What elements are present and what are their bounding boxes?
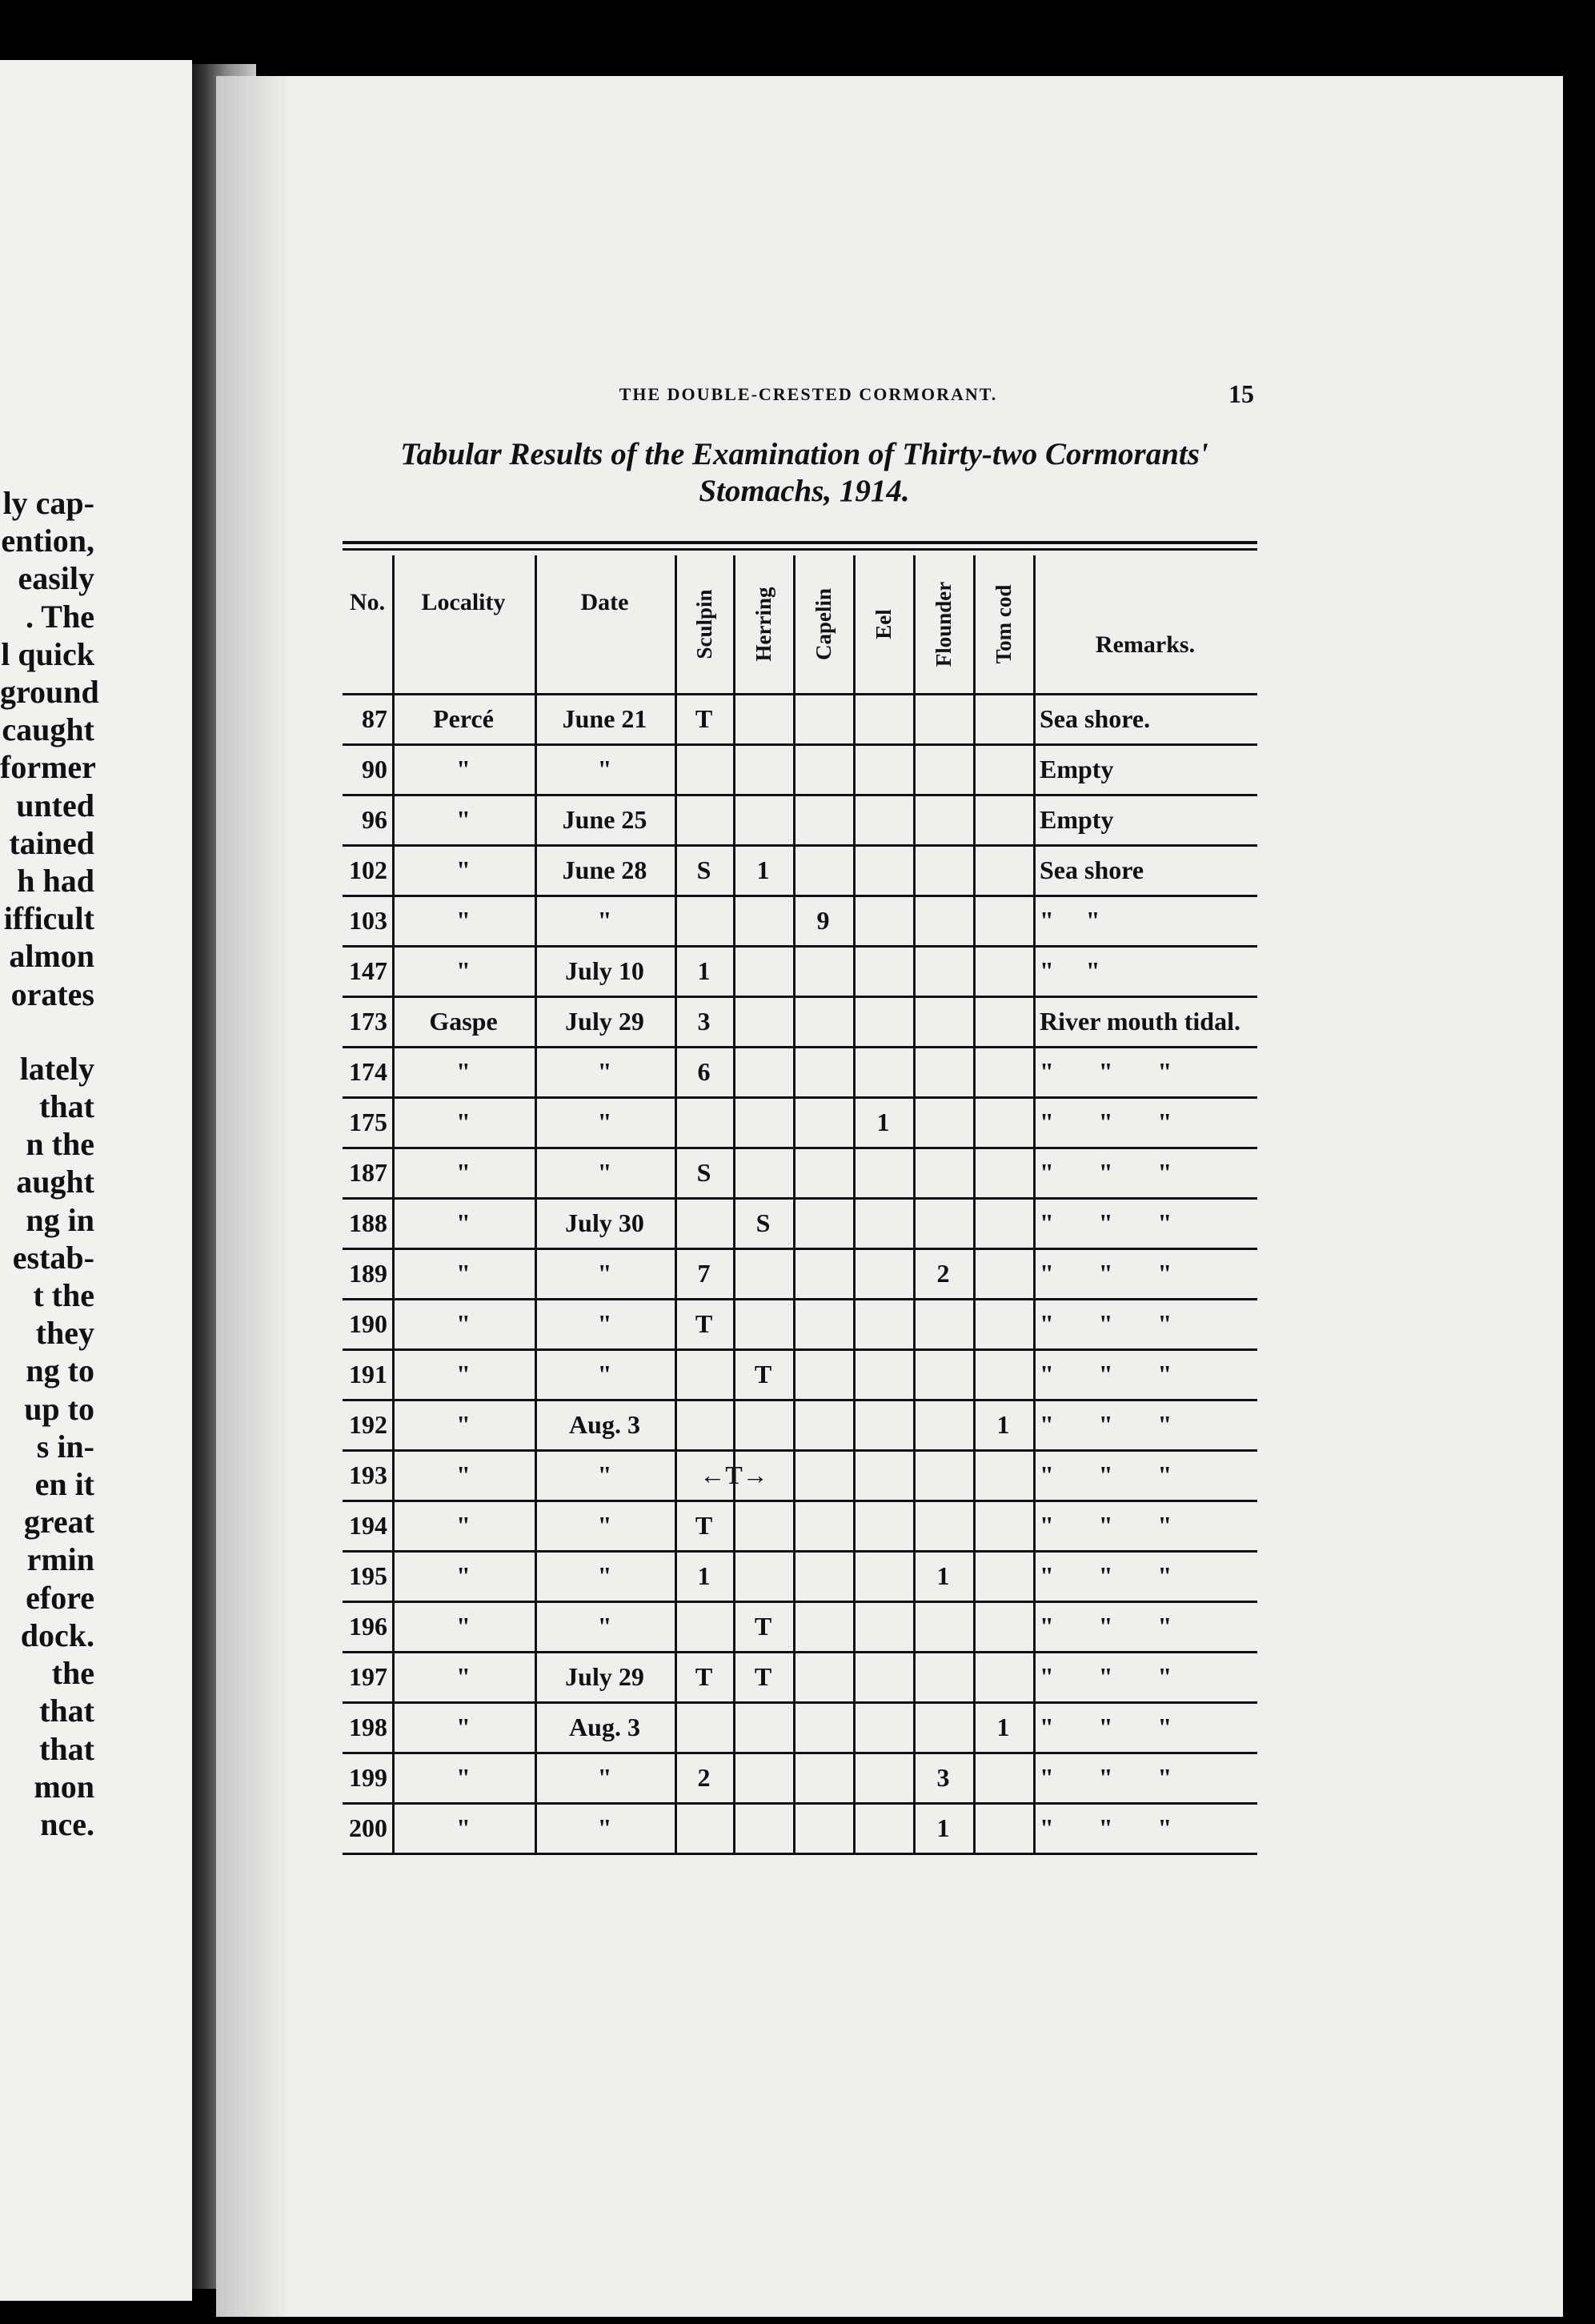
cell-no: 87 — [362, 704, 387, 733]
cell-remarks: " " " — [1040, 1511, 1172, 1540]
row-rule — [343, 1147, 1257, 1149]
cell-no: 190 — [349, 1309, 387, 1338]
left-page-line: ifficult — [3, 900, 94, 937]
cell-sculpin: T — [695, 1511, 713, 1540]
cell-locality: Percé — [433, 704, 494, 733]
cell-remarks: " " " — [1040, 1309, 1172, 1338]
left-page-line: former — [0, 749, 96, 786]
cell-sculpin: 1 — [697, 956, 711, 985]
left-page-line: tained — [9, 824, 94, 861]
cell-date: " — [597, 1612, 612, 1641]
left-page-line: great — [23, 1504, 94, 1541]
cell-date: " — [597, 1108, 612, 1136]
row-rule — [343, 1197, 1257, 1200]
cell-sculpin: 6 — [697, 1057, 711, 1086]
table-caption — [348, 436, 1260, 510]
header-date: Date — [580, 589, 629, 615]
cell-date: " — [597, 1057, 612, 1086]
cell-sculpin: 3 — [697, 1007, 711, 1036]
cell-date: " — [597, 1360, 612, 1388]
cell-locality: " — [456, 1511, 471, 1540]
row-rule — [343, 1348, 1257, 1351]
cell-locality: " — [456, 1713, 471, 1741]
cell-date: July 29 — [565, 1007, 644, 1036]
left-page-line: the — [51, 1655, 94, 1692]
cell-remarks: Empty — [1040, 755, 1114, 783]
row-rule — [343, 1248, 1257, 1250]
row-rule — [343, 996, 1257, 998]
cell-date: " — [597, 755, 612, 783]
left-page-line: ention, — [1, 523, 94, 559]
header-remarks: Remarks. — [1095, 631, 1196, 658]
cell-no: 187 — [349, 1158, 387, 1187]
row-rule — [343, 844, 1257, 847]
cell-no: 188 — [349, 1208, 387, 1237]
left-page-line: orates — [10, 976, 94, 1012]
row-rule — [343, 1601, 1257, 1603]
left-page-line: en it — [34, 1466, 94, 1503]
left-page-line: h had — [17, 863, 94, 900]
cell-sculpin: 2 — [697, 1763, 711, 1792]
cell-locality: " — [456, 1309, 471, 1338]
left-page-text — [0, 484, 99, 1843]
cell-locality: " — [456, 1813, 471, 1842]
header-capelin: Capelin — [811, 587, 836, 661]
cell-remarks: Sea shore — [1040, 855, 1144, 884]
cell-sculpin: T — [695, 1662, 713, 1691]
cell-date: " — [597, 1309, 612, 1338]
cell-date: June 21 — [562, 704, 647, 733]
left-page-line: that — [39, 1730, 94, 1767]
cell-remarks: " " " — [1040, 1108, 1172, 1136]
header-locality: Locality — [421, 589, 506, 615]
header-herring: Herring — [751, 587, 775, 662]
cell-remarks: " " " — [1040, 1662, 1172, 1691]
cell-locality: " — [456, 906, 471, 935]
cell-no: 198 — [349, 1713, 387, 1741]
left-page-line: unted — [16, 787, 94, 823]
cell-tomcod: 1 — [996, 1410, 1010, 1439]
cell-locality: " — [456, 1158, 471, 1187]
cell-sculpin: 1 — [697, 1561, 711, 1590]
cell-remarks: " " " — [1040, 1158, 1172, 1187]
cell-sculpin: S — [696, 1158, 711, 1187]
cell-herring: T — [754, 1360, 772, 1388]
column-rule — [392, 555, 395, 1853]
cell-no: 200 — [349, 1813, 387, 1842]
cell-no: 189 — [349, 1259, 387, 1288]
cell-sculpin: S — [696, 855, 711, 884]
cell-locality: " — [456, 1410, 471, 1439]
cell-no: 90 — [362, 755, 387, 783]
left-page-line: nce. — [40, 1805, 94, 1842]
cell-no: 103 — [349, 906, 387, 935]
row-rule — [343, 1096, 1257, 1099]
left-page-line: efore — [26, 1579, 94, 1616]
cell-remarks: " " — [1040, 956, 1100, 985]
header-sculpin: Sculpin — [691, 589, 716, 659]
cell-locality: " — [456, 1662, 471, 1691]
cell-no: 96 — [362, 805, 387, 834]
cell-date: July 29 — [565, 1662, 644, 1691]
cell-sculpin: T — [695, 704, 713, 733]
row-rule — [343, 1449, 1257, 1452]
cell-locality: " — [456, 755, 471, 783]
left-page-line: t the — [33, 1277, 94, 1314]
page-number: 15 — [1228, 379, 1254, 408]
cell-date: June 25 — [562, 805, 647, 834]
cell-no: 197 — [349, 1662, 387, 1691]
cell-remarks: " " " — [1040, 1763, 1172, 1792]
cell-sculpin: T — [695, 1309, 713, 1338]
column-rule — [793, 555, 795, 1853]
left-page-line: estab- — [12, 1239, 94, 1276]
cell-locality: " — [456, 1561, 471, 1590]
left-page-line: aught — [16, 1164, 94, 1200]
cell-locality: " — [456, 805, 471, 834]
cell-no: 194 — [349, 1511, 387, 1540]
cell-no: 102 — [349, 855, 387, 884]
left-page-line: caught — [2, 711, 94, 748]
header-rule — [343, 693, 1257, 695]
cell-capelin: 9 — [816, 906, 830, 935]
cell-flounder: 1 — [936, 1813, 950, 1842]
cell-date: " — [597, 1511, 612, 1540]
left-page-line: easily — [18, 560, 94, 597]
row-rule — [343, 794, 1257, 796]
cell-no: 191 — [349, 1360, 387, 1388]
left-page-line: ng in — [26, 1201, 94, 1238]
cell-remarks: " " " — [1040, 1612, 1172, 1641]
cell-remarks: River mouth tidal. — [1040, 1007, 1240, 1036]
left-page-line: almon — [9, 938, 94, 975]
cell-remarks: " " " — [1040, 1713, 1172, 1741]
cell-remarks: " " " — [1040, 1461, 1172, 1489]
cell-date: Aug. 3 — [569, 1410, 640, 1439]
cell-date: " — [597, 1763, 612, 1792]
cell-date: " — [597, 1813, 612, 1842]
cell-locality: " — [456, 855, 471, 884]
row-rule — [343, 1651, 1257, 1653]
row-rule — [343, 1701, 1257, 1704]
left-page-line: they — [35, 1315, 94, 1352]
left-page-line: that — [39, 1693, 94, 1729]
row-rule — [343, 1853, 1257, 1855]
header-flounder: Flounder — [931, 581, 956, 667]
cell-remarks: Sea shore. — [1040, 704, 1151, 733]
cell-locality: " — [456, 1057, 471, 1086]
row-rule — [343, 1298, 1257, 1300]
cell-locality: " — [456, 1208, 471, 1237]
row-rule — [343, 945, 1257, 948]
cell-remarks: " " " — [1040, 1208, 1172, 1237]
left-page-line: rmin — [26, 1541, 94, 1578]
cell-no: 147 — [349, 956, 387, 985]
cell-herring: T — [754, 1662, 772, 1691]
row-rule — [343, 1550, 1257, 1553]
cell-date: " — [597, 906, 612, 935]
cell-locality: " — [456, 1612, 471, 1641]
cell-no: 195 — [349, 1561, 387, 1590]
row-rule — [343, 1500, 1257, 1502]
cell-sculpin: 7 — [697, 1259, 711, 1288]
left-page-line: l quick — [1, 635, 94, 672]
column-rule — [675, 555, 677, 1853]
left-page-line: up to — [24, 1390, 94, 1427]
left-page-line: ng to — [26, 1352, 94, 1389]
cell-locality: " — [456, 1461, 471, 1489]
row-rule — [343, 743, 1257, 746]
left-facing-page — [0, 60, 192, 2301]
left-page-line: mon — [34, 1768, 94, 1805]
cell-remarks: " " " — [1040, 1561, 1172, 1590]
cell-herring: 1 — [756, 855, 770, 884]
cell-locality: Gaspe — [429, 1007, 498, 1036]
cell-date: " — [597, 1561, 612, 1590]
cell-no: 192 — [349, 1410, 387, 1439]
cell-locality: " — [456, 1763, 471, 1792]
cell-remarks: " " " — [1040, 1057, 1172, 1086]
header-no: No. — [349, 589, 386, 615]
column-rule — [853, 555, 856, 1853]
cell-locality: " — [456, 956, 471, 985]
cell-flounder: 2 — [936, 1259, 950, 1288]
row-rule — [343, 1399, 1257, 1401]
left-page-line: that — [39, 1088, 94, 1125]
cell-date: July 30 — [565, 1208, 644, 1237]
column-rule — [1033, 555, 1036, 1853]
left-page-line: dock. — [20, 1617, 94, 1653]
cell-date: " — [597, 1158, 612, 1187]
column-rule — [913, 555, 916, 1853]
caption-line-1: Tabular Results of the Examination of Thirty-two Cormorants' — [400, 437, 1208, 471]
cell-date: " — [597, 1461, 612, 1489]
row-rule — [343, 895, 1257, 897]
left-page-line: . The — [26, 598, 94, 635]
cell-remarks: " " " — [1040, 1360, 1172, 1388]
row-rule — [343, 1046, 1257, 1048]
left-page-line: n the — [26, 1126, 94, 1163]
column-rule — [733, 555, 735, 1853]
cell-no: 196 — [349, 1612, 387, 1641]
running-head: THE DOUBLE-CRESTED CORMORANT. — [619, 384, 998, 404]
cell-locality: " — [456, 1259, 471, 1288]
left-page-line: ground — [0, 674, 99, 711]
cell-remarks: Empty — [1040, 805, 1114, 834]
header-tom-cod: Tom cod — [991, 584, 1016, 664]
cell-herring: S — [755, 1208, 771, 1237]
left-page-line: ly cap- — [2, 485, 94, 521]
cell-remarks: " " — [1040, 906, 1100, 935]
left-page-line: s in- — [36, 1428, 94, 1465]
cell-date: " — [597, 1259, 612, 1288]
column-rule — [535, 555, 537, 1853]
left-page-line — [0, 1013, 94, 1050]
page-shadow — [216, 76, 288, 2317]
row-rule — [343, 1752, 1257, 1754]
cell-tomcod: 1 — [996, 1713, 1010, 1741]
cell-no: 173 — [349, 1007, 387, 1036]
cell-no: 193 — [349, 1461, 387, 1489]
header-eel: Eel — [871, 609, 896, 639]
caption-line-2: Stomachs, 1914. — [699, 474, 910, 508]
left-page-line: lately — [19, 1050, 94, 1087]
cell-no: 175 — [349, 1108, 387, 1136]
cell-remarks: " " " — [1040, 1259, 1172, 1288]
cell-locality: " — [456, 1108, 471, 1136]
cell-flounder: 3 — [936, 1763, 950, 1792]
cell-date: Aug. 3 — [569, 1713, 640, 1741]
cell-sculpin: ←T→ — [699, 1461, 768, 1489]
cell-no: 199 — [349, 1763, 387, 1792]
top-rule-inner — [343, 548, 1257, 551]
cell-date: July 10 — [565, 956, 644, 985]
cell-locality: " — [456, 1360, 471, 1388]
cell-date: June 28 — [562, 855, 647, 884]
row-rule — [343, 1802, 1257, 1805]
top-rule-outer — [343, 541, 1257, 544]
results-table — [343, 541, 1257, 1885]
cell-remarks: " " " — [1040, 1813, 1172, 1842]
cell-no: 174 — [349, 1057, 387, 1086]
cell-herring: T — [754, 1612, 772, 1641]
column-rule — [973, 555, 976, 1853]
cell-remarks: " " " — [1040, 1410, 1172, 1439]
cell-eel: 1 — [876, 1108, 890, 1136]
cell-flounder: 1 — [936, 1561, 950, 1590]
